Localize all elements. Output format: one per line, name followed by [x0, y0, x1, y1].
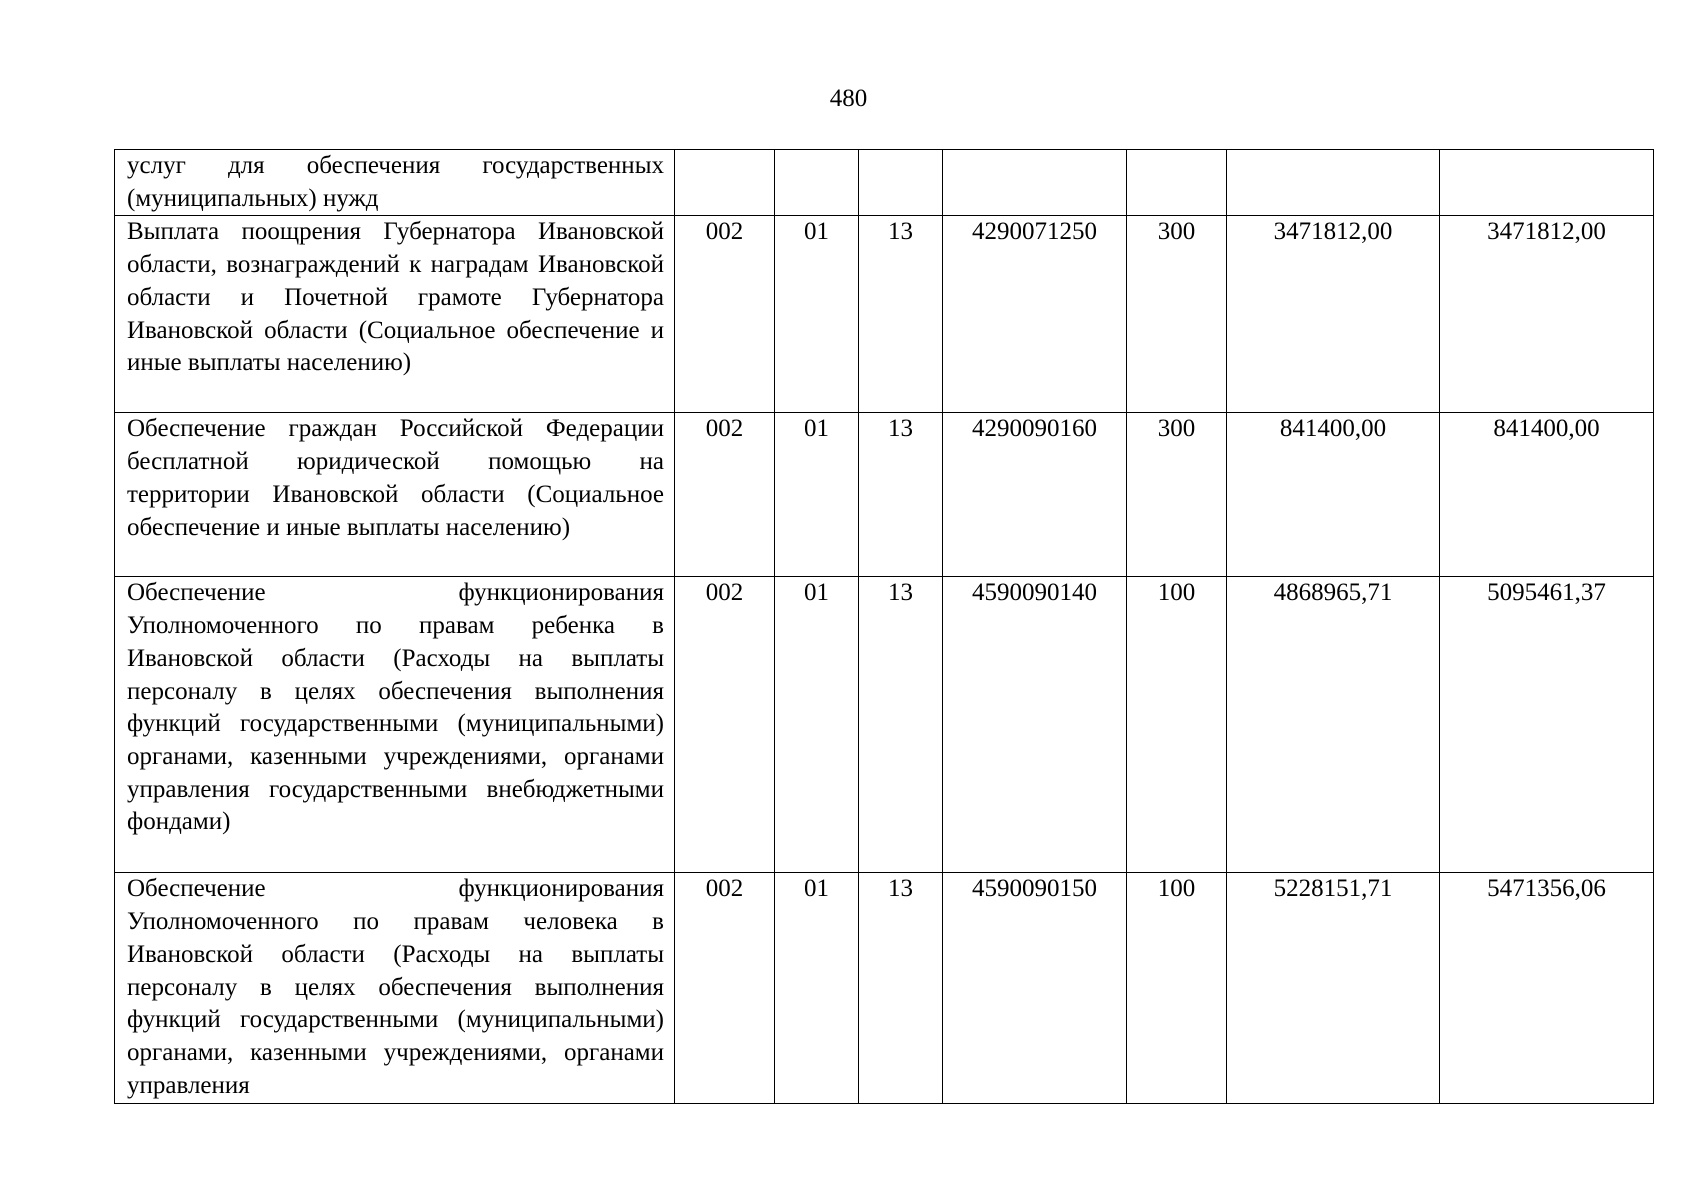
target-article-code: 4290071250 — [943, 216, 1127, 413]
target-article-code — [943, 150, 1127, 216]
section-code: 01 — [775, 873, 859, 1104]
section-code: 01 — [775, 577, 859, 873]
grbs-code: 002 — [675, 413, 775, 577]
section-code — [775, 150, 859, 216]
target-article-code: 4290090160 — [943, 413, 1127, 577]
row-description: Обеспечение граждан Российской Федерации бесплатной юридической помощью на территории Ивановской области (Социальное обеспечение и иные выплаты населению) — [115, 413, 675, 577]
grbs-code: 002 — [675, 216, 775, 413]
expense-type-code: 100 — [1127, 577, 1227, 873]
page-number: 480 — [829, 85, 868, 112]
target-article-code: 4590090140 — [943, 577, 1127, 873]
expense-type-code: 100 — [1127, 873, 1227, 1104]
grbs-code: 002 — [675, 873, 775, 1104]
amount-second: 3471812,00 — [1440, 216, 1654, 413]
subsection-code: 13 — [859, 413, 943, 577]
row-description: Выплата поощрения Губернатора Ивановской области, вознаграждений к наградам Ивановской области и Почетной грамоте Губернатора Ивановской области (Социальное обеспечение и иные выплаты населению) — [115, 216, 675, 413]
amount-first — [1227, 150, 1440, 216]
amount-second: 5095461,37 — [1440, 577, 1654, 873]
target-article-code: 4590090150 — [943, 873, 1127, 1104]
amount-second: 5471356,06 — [1440, 873, 1654, 1104]
row-description: услуг для обеспечения государственных (муниципальных) нужд — [115, 150, 675, 216]
table-row — [115, 150, 1654, 216]
expense-type-code: 300 — [1127, 216, 1227, 413]
row-description: Обеспечение функционирования Уполномоченного по правам ребенка в Ивановской области (Расходы на выплаты персоналу в целях обеспечения выполнения функций государственными (муниципальными) органами, казенными учреждениями, органами управления государственными внебюджетными фондами) — [115, 577, 675, 873]
expense-type-code: 300 — [1127, 413, 1227, 577]
section-code: 01 — [775, 413, 859, 577]
table-row — [115, 873, 1654, 1104]
amount-second: 841400,00 — [1440, 413, 1654, 577]
amount-first: 3471812,00 — [1227, 216, 1440, 413]
amount-first: 5228151,71 — [1227, 873, 1440, 1104]
subsection-code: 13 — [859, 216, 943, 413]
table-row — [115, 216, 1654, 413]
subsection-code — [859, 150, 943, 216]
subsection-code: 13 — [859, 873, 943, 1104]
amount-second — [1440, 150, 1654, 216]
grbs-code — [675, 150, 775, 216]
amount-first: 4868965,71 — [1227, 577, 1440, 873]
row-description: Обеспечение функционирования Уполномоченного по правам человека в Ивановской области (Расходы на выплаты персоналу в целях обеспечения выполнения функций государственными (муниципальными) органами, казенными учреждениями, органами управления — [115, 873, 675, 1104]
grbs-code: 002 — [675, 577, 775, 873]
subsection-code: 13 — [859, 577, 943, 873]
table-row — [115, 413, 1654, 577]
amount-first: 841400,00 — [1227, 413, 1440, 577]
table-row — [115, 577, 1654, 873]
expense-type-code — [1127, 150, 1227, 216]
budget-table — [114, 149, 1654, 1104]
section-code: 01 — [775, 216, 859, 413]
